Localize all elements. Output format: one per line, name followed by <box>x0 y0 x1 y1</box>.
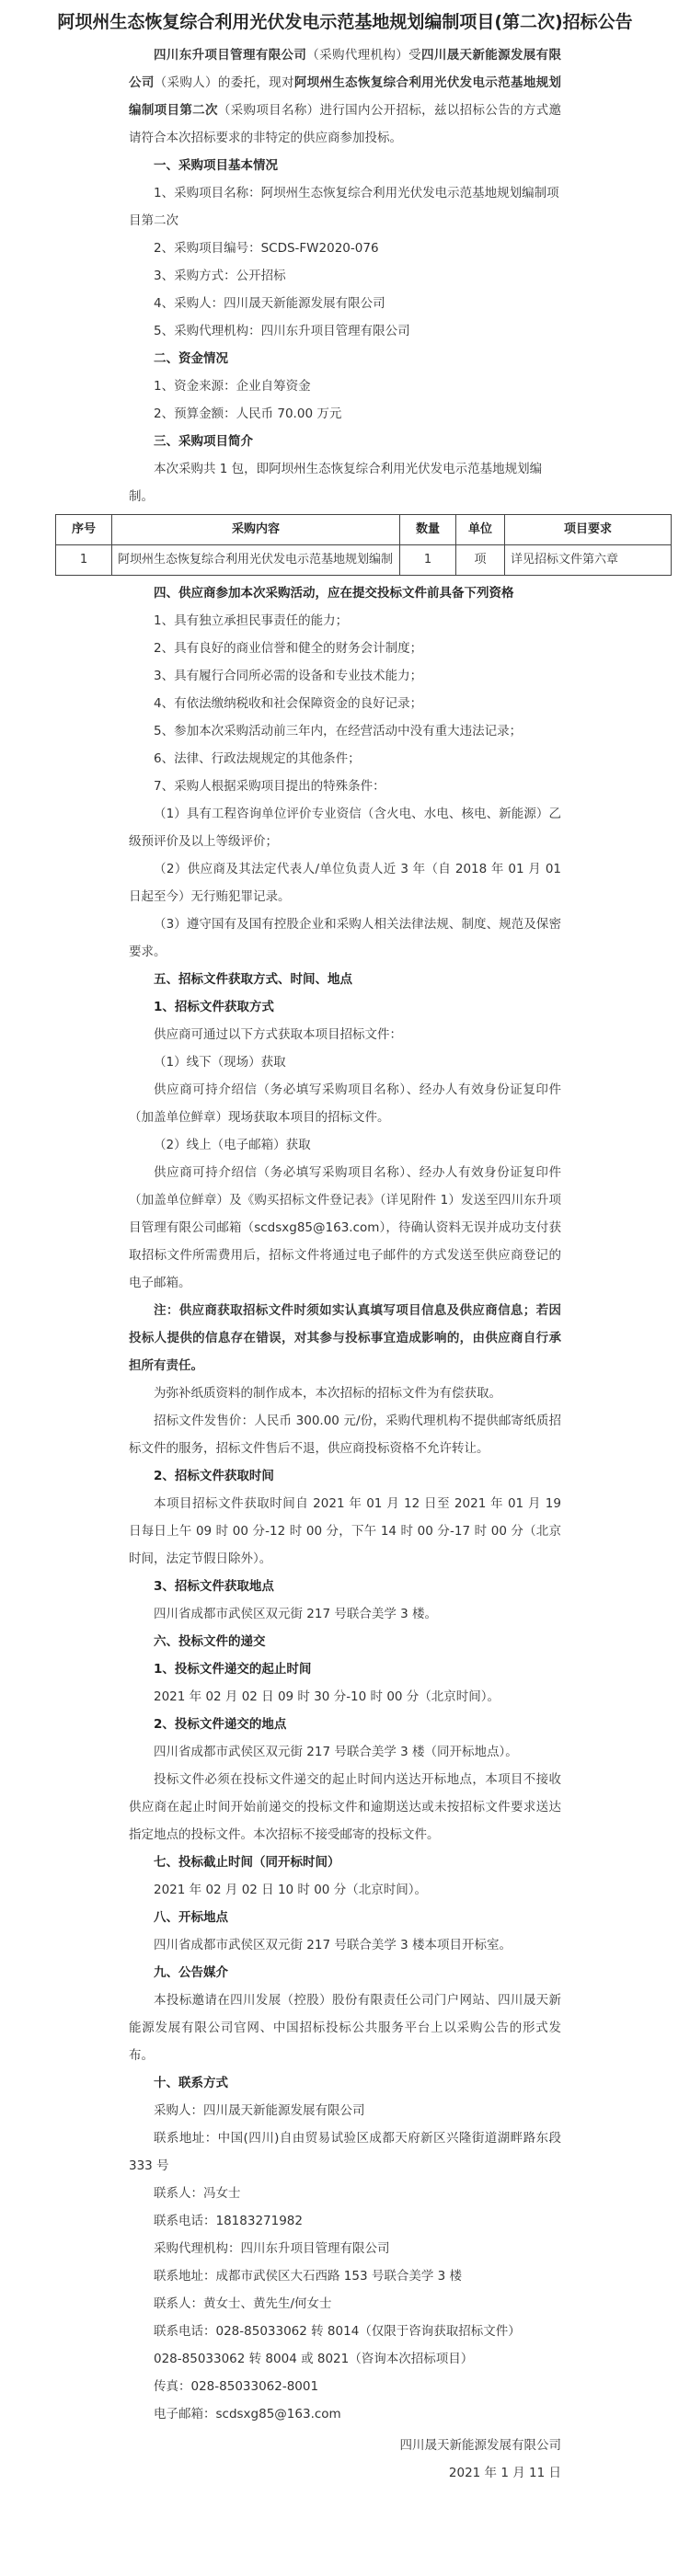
s4-item: 1、具有独立承担民事责任的能力； <box>154 613 349 628</box>
s5-offline-text: 供应商可持介绍信（务必填写采购项目名称）、经办人有效身份证复印件（加盖单位鲜章）现场获取本项目的招标文件。 <box>129 1082 561 1125</box>
section-4-heading: 四、供应商参加本次采购活动，应在提交投标文件前具备下列资格 <box>154 586 514 601</box>
contact-line: 联系人：黄女士、黄先生/何女士 <box>154 2296 332 2311</box>
contact-line: 联系电话：028-85033062 转 8014（仅限于咨询获取招标文件） <box>154 2324 521 2339</box>
intro-rest: （采购项目名称）进行国内公开招标，兹以招标公告的方式邀请符合本次招标要求的非特定的供应商参加投标。 <box>129 103 562 145</box>
s1-item: 2、采购项目编号：SCDS-FW2020-076 <box>154 241 379 256</box>
section-1-heading: 一、采购项目基本情况 <box>154 158 278 173</box>
cell-seq: 1 <box>56 545 112 576</box>
contact-line: 采购人：四川晟天新能源发展有限公司 <box>154 2103 365 2118</box>
s6-sub1-heading: 1、投标文件递交的起止时间 <box>154 1662 312 1677</box>
cell-req: 详见招标文件第六章 <box>505 545 672 576</box>
intro-paragraph <box>129 41 561 152</box>
agency-name: 四川东升项目管理有限公司 <box>154 48 307 63</box>
contact-line: 028-85033062 转 8004 或 8021（咨询本次招标项目） <box>154 2352 474 2366</box>
procurement-table <box>55 514 672 576</box>
project-name: 阿坝州生态恢复综合利用光伏发电示范基地规划编制项目第二次 <box>129 75 562 118</box>
footer-date: 2021 年 1 月 11 日 <box>448 2466 561 2480</box>
s4-item: 4、有依法缴纳税收和社会保障资金的良好记录； <box>154 696 423 711</box>
section-10-heading: 十、联系方式 <box>154 2076 228 2090</box>
s5-sub2-heading: 2、招标文件获取时间 <box>154 1469 274 1483</box>
s5-sub1-p1: 供应商可通过以下方式获取本项目招标文件： <box>154 1027 402 1042</box>
col-header-unit: 单位 <box>456 515 505 545</box>
s5-online-label: （2）线上（电子邮箱）获取 <box>154 1138 311 1152</box>
section-8-heading: 八、开标地点 <box>154 1910 228 1925</box>
section-6-heading: 六、投标文件的递交 <box>154 1634 266 1649</box>
col-header-qty: 数量 <box>400 515 456 545</box>
contact-line: 采购代理机构：四川东升项目管理有限公司 <box>154 2241 390 2256</box>
s4-item: 5、参加本次采购活动前三年内，在经营活动中没有重大违法记录； <box>154 724 523 738</box>
section-2-heading: 二、资金情况 <box>154 351 228 366</box>
s6-sub1-text: 2021 年 02 月 02 日 09 时 30 分-10 时 00 分（北京时间）。 <box>154 1689 500 1704</box>
contact-line: 传真：028-85033062-8001 <box>154 2379 319 2394</box>
s5-sub1-p3: 招标文件发售价：人民币 300.00 元/份，采购代理机构不提供邮寄纸质招标文件的服务，招标文件售后不退，供应商投标资格不允许转让。 <box>129 1414 561 1456</box>
contact-line: 联系地址：成都市武侯区大石西路 153 号联合美学 3 楼 <box>154 2269 463 2284</box>
s4-item: 6、法律、行政法规规定的其他条件； <box>154 751 361 766</box>
purchaser-role: （采购人）的委托，现对 <box>154 75 294 90</box>
purchaser-name: 四川晟天新能源发展有限公司 <box>129 48 562 90</box>
s4-item: 7、采购人根据采购项目提出的特殊条件： <box>154 779 385 794</box>
s5-offline-label: （1）线下（现场）获取 <box>154 1055 286 1070</box>
footer-org: 四川晟天新能源发展有限公司 <box>399 2438 561 2453</box>
s1-item: 4、采购人：四川晟天新能源发展有限公司 <box>154 296 385 311</box>
table-row <box>56 545 672 576</box>
cell-unit: 项 <box>456 545 505 576</box>
announcement-document <box>0 7 690 2576</box>
contact-line: 联系人：冯女士 <box>154 2186 241 2201</box>
section-7-heading: 七、投标截止时间（同开标时间） <box>154 1855 340 1870</box>
s2-item: 2、预算金额：人民币 70.00 万元 <box>154 406 342 421</box>
s5-sub3-text: 四川省成都市武侯区双元街 217 号联合美学 3 楼。 <box>154 1607 438 1621</box>
s4-subitem: （2）供应商及其法定代表人/单位负责人近 3 年（自 2018 年 01 月 01 日起至今）无行贿犯罪记录。 <box>129 862 561 904</box>
s7-text: 2021 年 02 月 02 日 10 时 00 分（北京时间）。 <box>154 1883 427 1897</box>
contact-line: 联系电话：18183271982 <box>154 2214 303 2228</box>
document-body <box>0 41 690 2487</box>
s3-intro: 本次采购共 1 包，即阿坝州生态恢复综合利用光伏发电示范基地规划编制。 <box>129 462 543 504</box>
col-header-req: 项目要求 <box>505 515 672 545</box>
s1-item: 5、采购代理机构：四川东升项目管理有限公司 <box>154 324 410 338</box>
s4-subitem: （1）具有工程咨询单位评价专业资信（含火电、水电、核电、新能源）乙级预评价及以上等级评价； <box>129 807 561 849</box>
s1-item: 3、采购方式：公开招标 <box>154 269 286 283</box>
section-9-heading: 九、公告媒介 <box>154 1965 228 1980</box>
col-header-content: 采购内容 <box>112 515 400 545</box>
s4-item: 3、具有履行合同所必需的设备和专业技术能力； <box>154 669 423 683</box>
s4-item: 2、具有良好的商业信誉和健全的财务会计制度； <box>154 641 423 656</box>
col-header-seq: 序号 <box>56 515 112 545</box>
s5-note: 注：供应商获取招标文件时须如实认真填写项目信息及供应商信息；若因投标人提供的信息存在错误，对其参与投标事宜造成影响的，由供应商自行承担所有责任。 <box>129 1303 561 1373</box>
s2-item: 1、资金来源：企业自筹资金 <box>154 379 311 394</box>
section-5-heading: 五、招标文件获取方式、时间、地点 <box>154 972 352 987</box>
s5-sub2-text: 本项目招标文件获取时间自 2021 年 01 月 12 日至 2021 年 01 月 19 日每日上午 09 时 00 分-12 时 00 分，下午 14 时 00 分-17 时 00 分（北京时间，法定节假日除外）。 <box>129 1496 561 1566</box>
s1-item: 1、采购项目名称：阿坝州生态恢复综合利用光伏发电示范基地规划编制项目第二次 <box>129 186 559 228</box>
cell-qty: 1 <box>400 545 456 576</box>
s6-sub2-p2: 投标文件必须在投标文件递交的起止时间内送达开标地点，本项目不接收供应商在起止时间开始前递交的投标文件和逾期送达或未按招标文件要求送达指定地点的投标文件。本次招标不接受邮寄的投标文件。 <box>129 1772 561 1842</box>
table-header-row <box>56 515 672 545</box>
s5-sub1-p2: 为弥补纸质资料的制作成本，本次招标的招标文件为有偿获取。 <box>154 1386 501 1401</box>
page-title: 阿坝州生态恢复综合利用光伏发电示范基地规划编制项目(第二次)招标公告 <box>57 12 633 32</box>
contact-line: 电子邮箱：scdsxg85@163.com <box>154 2407 341 2421</box>
section-3-heading: 三、采购项目简介 <box>154 434 253 449</box>
agency-role: （采购代理机构）受 <box>306 48 421 63</box>
s6-sub2-heading: 2、投标文件递交的地点 <box>154 1717 287 1732</box>
contact-line: 联系地址：中国(四川)自由贸易试验区成都天府新区兴隆街道湖畔路东段 333 号 <box>129 2131 561 2173</box>
s6-sub2-text: 四川省成都市武侯区双元街 217 号联合美学 3 楼（同开标地点）。 <box>154 1745 518 1759</box>
s5-sub1-heading: 1、招标文件获取方式 <box>154 1000 274 1014</box>
s5-online-text: 供应商可持介绍信（务必填写采购项目名称）、经办人有效身份证复印件（加盖单位鲜章）及《购买招标文件登记表》（详见附件 1）发送至四川东升项目管理有限公司邮箱（scdsxg85@163.com），待确认资料无误并成功支付获取招标文件所需费用后，招标文件将通过电子邮件的方式发送至供应商登记的电子邮箱。 <box>129 1165 561 1290</box>
cell-content: 阿坝州生态恢复综合利用光伏发电示范基地规划编制 <box>112 545 400 576</box>
s4-subitem: （3）遵守国有及国有控股企业和采购人相关法律法规、制度、规范及保密要求。 <box>129 917 561 959</box>
s5-sub3-heading: 3、招标文件获取地点 <box>154 1579 274 1594</box>
s9-text: 本投标邀请在四川发展（控股）股份有限责任公司门户网站、四川晟天新能源发展有限公司官网、中国招标投标公共服务平台上以采购公告的形式发布。 <box>129 1993 561 2063</box>
s8-text: 四川省成都市武侯区双元街 217 号联合美学 3 楼本项目开标室。 <box>154 1938 512 1952</box>
